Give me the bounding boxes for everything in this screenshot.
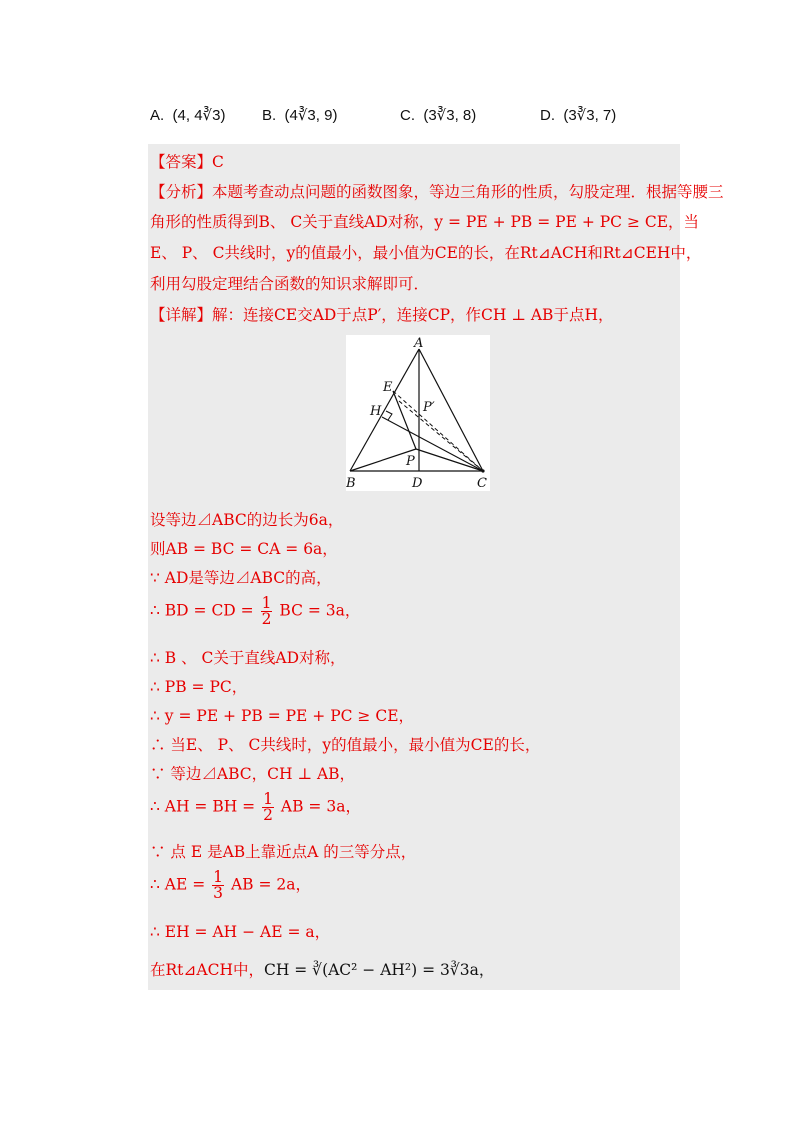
step-10: ∴ AH = BH = $\frac{1}{2}$ AB = 3a， xyxy=(150,790,361,824)
label-e: E xyxy=(383,380,393,395)
step-1: 设等边⊿ABC的边长为6a， xyxy=(150,511,344,529)
segment-ch xyxy=(382,417,483,471)
step-13: ∴ EH = AH − AE = a， xyxy=(150,923,331,941)
analysis-line-3: E、 P、 C共线时，y的值最小，最小值为CE的长，在Rt⊿ACH和Rt⊿CEH中， xyxy=(150,244,702,262)
answer-line: 【答案】C xyxy=(150,153,224,171)
label-p: P xyxy=(406,454,415,469)
label-h: H xyxy=(370,404,382,419)
step-8: ∴ 当E、 P、 C共线时，y的值最小，最小值为CE的长， xyxy=(150,736,541,754)
step-3: ∵ AD是等边⊿ABC的高， xyxy=(150,569,332,587)
fraction-one-half: $\frac{1}{2}$ xyxy=(263,790,273,824)
step-11: ∵ 点 E 是AB上靠近点A 的三等分点， xyxy=(150,843,417,861)
option-c: C. (3∛3, 8) xyxy=(400,107,477,124)
step-2: 则AB = BC = CA = 6a， xyxy=(150,540,338,558)
fraction-one-half: $\frac{1}{2}$ xyxy=(261,594,272,628)
triangle-figure xyxy=(346,335,490,491)
triangle-diagram xyxy=(346,335,490,491)
label-b: B xyxy=(346,476,356,491)
analysis-line-4: 利用勾股定理结合函数的知识求解即可． xyxy=(150,275,430,293)
step-9: ∵ 等边⊿ABC，CH ⊥ AB， xyxy=(150,765,356,783)
step-14: 在Rt⊿ACH中，CH = ∛(AC² − AH²) = 3∛3a， xyxy=(150,961,495,979)
segment-pe xyxy=(393,391,416,449)
step-5: ∴ B 、 C关于直线AD对称， xyxy=(150,649,346,667)
step-12: ∴ AE = $\frac{1}{3}$ AB = 2a， xyxy=(150,868,311,902)
side-ab xyxy=(350,349,419,471)
label-d: D xyxy=(412,476,423,491)
step-6: ∴ PB = PC， xyxy=(150,678,248,696)
step-7: ∴ y = PE + PB = PE + PC ≥ CE， xyxy=(150,707,415,725)
label-c: C xyxy=(477,476,487,491)
option-a: A. (4, 4∛3) xyxy=(150,107,226,124)
point-c xyxy=(481,469,484,472)
right-angle-mark xyxy=(386,411,392,420)
label-a: A xyxy=(414,336,424,351)
detail-line-1: 【详解】解：连接CE交AD于点P′，连接CP，作CH ⊥ AB于点H， xyxy=(150,306,614,324)
label-p-prime: P′ xyxy=(423,400,435,415)
analysis-line-1: 【分析】本题考查动点问题的函数图象，等边三角形的性质，勾股定理．根据等腰三 xyxy=(150,183,724,201)
option-d: D. (3∛3, 7) xyxy=(540,107,617,124)
step-4: ∴ BD = CD = $\frac{1}{2}$ BC = 3a， xyxy=(150,594,361,628)
fraction-one-third: $\frac{1}{3}$ xyxy=(213,868,224,902)
analysis-line-2: 角形的性质得到B、 C关于直线AD对称，y = PE + PB = PE + PC ≥ CE，当 xyxy=(150,213,700,231)
option-b: B. (4∛3, 9) xyxy=(262,107,338,124)
